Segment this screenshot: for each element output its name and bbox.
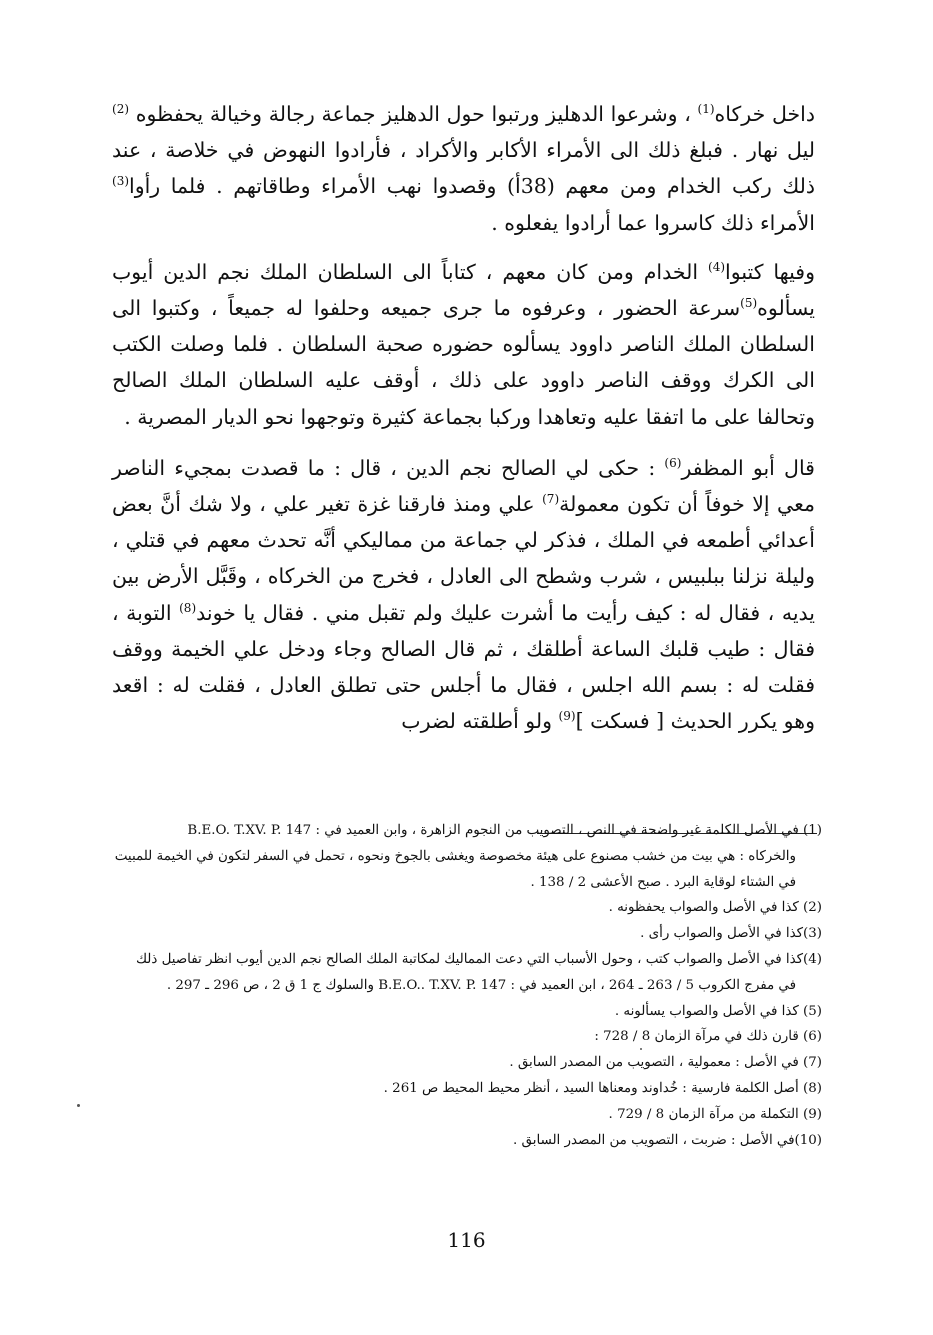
footnote-ref: (3) xyxy=(112,174,130,189)
text-run: وفيها كتبوا xyxy=(725,259,815,284)
text-run: ، وشرعوا الدهليز ورتبوا حول الدهليز جماعة رجالة وخيالة يحفظوه xyxy=(129,102,698,126)
paragraph-2 xyxy=(112,254,815,435)
text-run: داخل خركاه xyxy=(714,102,815,126)
footnote-line: والخركاه : هي بيت من خشب مصنوع على هيئة مخصوصة ويغشى بالجوخ ونحوه ، تحمل في السفر لتكون في الخيمة للمبيت xyxy=(114,848,796,864)
paragraph-3 xyxy=(112,450,815,740)
footnote-ref: (7) xyxy=(542,492,560,507)
footnote-ref: (9) xyxy=(558,709,576,724)
footnote-ref: (5) xyxy=(740,296,758,311)
footnote-line: في الشتاء لوقاية البرد . صبح الأعشى 2 / 138 . xyxy=(530,874,796,890)
footnote-line: (10)في الأصل : ضربت ، التصويب من المصدر السابق . xyxy=(513,1132,822,1148)
text-run: ليل نهار . فبلغ ذلك الى الأمراء الأكابر والأكراد ، فأرادوا النهوض في خلاصة ، عند ذلك ركب الخدام ومن معهم (38أ) وقصدوا نهب الأمراء وطاقاتهم . فلما رأوا xyxy=(112,138,816,199)
footnote-7 xyxy=(92,1050,822,1076)
footnote-8 xyxy=(92,1076,822,1102)
footnote-ref: (6) xyxy=(664,456,682,470)
footnote-line: (2) كذا في الأصل والصواب يحفظونه . xyxy=(608,900,822,916)
text-run: سرعة الحضور ، وعرفوه ما جرى جميعه وحلفوا له جميعاً ، وكتبوا الى السلطان الملك الناصر داوود يسألوه حضوره صحبة السلطان . فلما وصلت الكتب الى الكرك ووقف الناصر داوود على ذلك ، أوقف عليه السلطان الملك الصالح وتحالفا على ما اتفقا عليه وتعاهدا وركبا بجماعة كثيرة وتوجهوا نحو الديار المصرية . xyxy=(112,296,815,429)
footnote-ref: (8) xyxy=(179,600,197,615)
footnote-line: (1) في الأصل الكلمة غير واضحة في النص ، التصويب من النجوم الزاهرة ، وابن العميد في : B.E.O. T.XV. P. 147 xyxy=(187,823,822,838)
footnote-line: (3)كذا في الأصل والصواب رأى . xyxy=(640,926,822,942)
text-run: ولو أطلقته لضرب xyxy=(401,709,559,734)
footnote-4 xyxy=(92,947,822,999)
text-run: علي ومنذ فارقنا غزة تغير علي ، ولا شك أنَّ بعض أعدائي أطمعه في الملك ، فذكر لي جماعة من مماليكي أنَّه تحدث معهم في قتلي ، وليلة نزلنا ببلبيس ، شرب وشطح الى العادل ، فخرج من الخركاه ، وقَبَّل الأرض بين يديه ، فقال له : كيف رأيت ما أشرت عليك ولم تقبل مني . فقال يا خوند xyxy=(112,492,815,625)
footnote-line: (7) في الأصل : معمولية ، التصويب من المصدر السابق . xyxy=(509,1055,822,1071)
footnote-5 xyxy=(92,999,822,1025)
footnote-ref: (1) xyxy=(697,102,715,117)
text-run: التوبة ، فقال : طيب قلبك الساعة أطلقك ، ثم قال الصالح وجاء ودخل علي الخيمة ووقف فقلت له : بسم الله اجلس ، فقال ما أجلس حتى تطلق العادل ، فقلت له : اقعد وهو يكرر الحديث [ فسكت ] xyxy=(112,600,815,734)
footnote-line: (6) قارن ذلك في مرآة الزمان 8 / 728 : xyxy=(594,1029,822,1045)
footnotes xyxy=(92,818,822,1153)
footnote-10 xyxy=(92,1128,822,1154)
scan-speck xyxy=(640,1048,642,1050)
footnote-9 xyxy=(92,1102,822,1128)
text-run: : حكى لي الصالح نجم الدين ، قال : ما قصدت بمجيء الناصر معي إلا خوفاً أن تكون معمولة xyxy=(112,455,815,517)
text-run: الأمراء ذلك كاسروا عما أرادوا يفعلوه . xyxy=(491,210,815,235)
main-text xyxy=(112,96,815,739)
footnote-line: (5) كذا في الأصل والصواب يسألونه . xyxy=(614,1003,822,1019)
footnote-6 xyxy=(92,1024,822,1050)
text-run: قال أبو المظفر xyxy=(681,455,815,480)
footnote-ref: (2) xyxy=(112,102,130,117)
page-number: 116 xyxy=(447,1228,486,1252)
footnote-line: في مفرج الكروب 5 / 263 ـ 264 ، ابن العميد في : B.E.O.. T.XV. P. 147 والسلوك ج 1 ق 2 ، ص 296 ـ 297 . xyxy=(166,977,796,993)
footnote-line: (4)كذا في الأصل والصواب كتب ، وحول الأسباب التي دعت المماليك لمكاتبة الملك الصالح نجم الدين أيوب انظر تفاصيل ذلك xyxy=(136,951,822,967)
scan-speck xyxy=(77,1104,80,1107)
footnote-ref: (4) xyxy=(708,259,726,274)
footnote-3 xyxy=(92,921,822,947)
text-run: الخدام ومن كان معهم ، كتاباً الى السلطان الملك نجم الدين أيوب يسألوه xyxy=(112,259,815,321)
footnote-2 xyxy=(92,895,822,921)
paragraph-1 xyxy=(112,96,815,241)
footnote-line: (9) التكملة من مرآة الزمان 8 / 729 . xyxy=(608,1106,822,1122)
footnote-1 xyxy=(92,818,822,895)
footnote-line: (8) أصل الكلمة فارسية : خُداوند ومعناها السيد ، أنظر محيط المحيط ص 261 . xyxy=(383,1080,822,1096)
